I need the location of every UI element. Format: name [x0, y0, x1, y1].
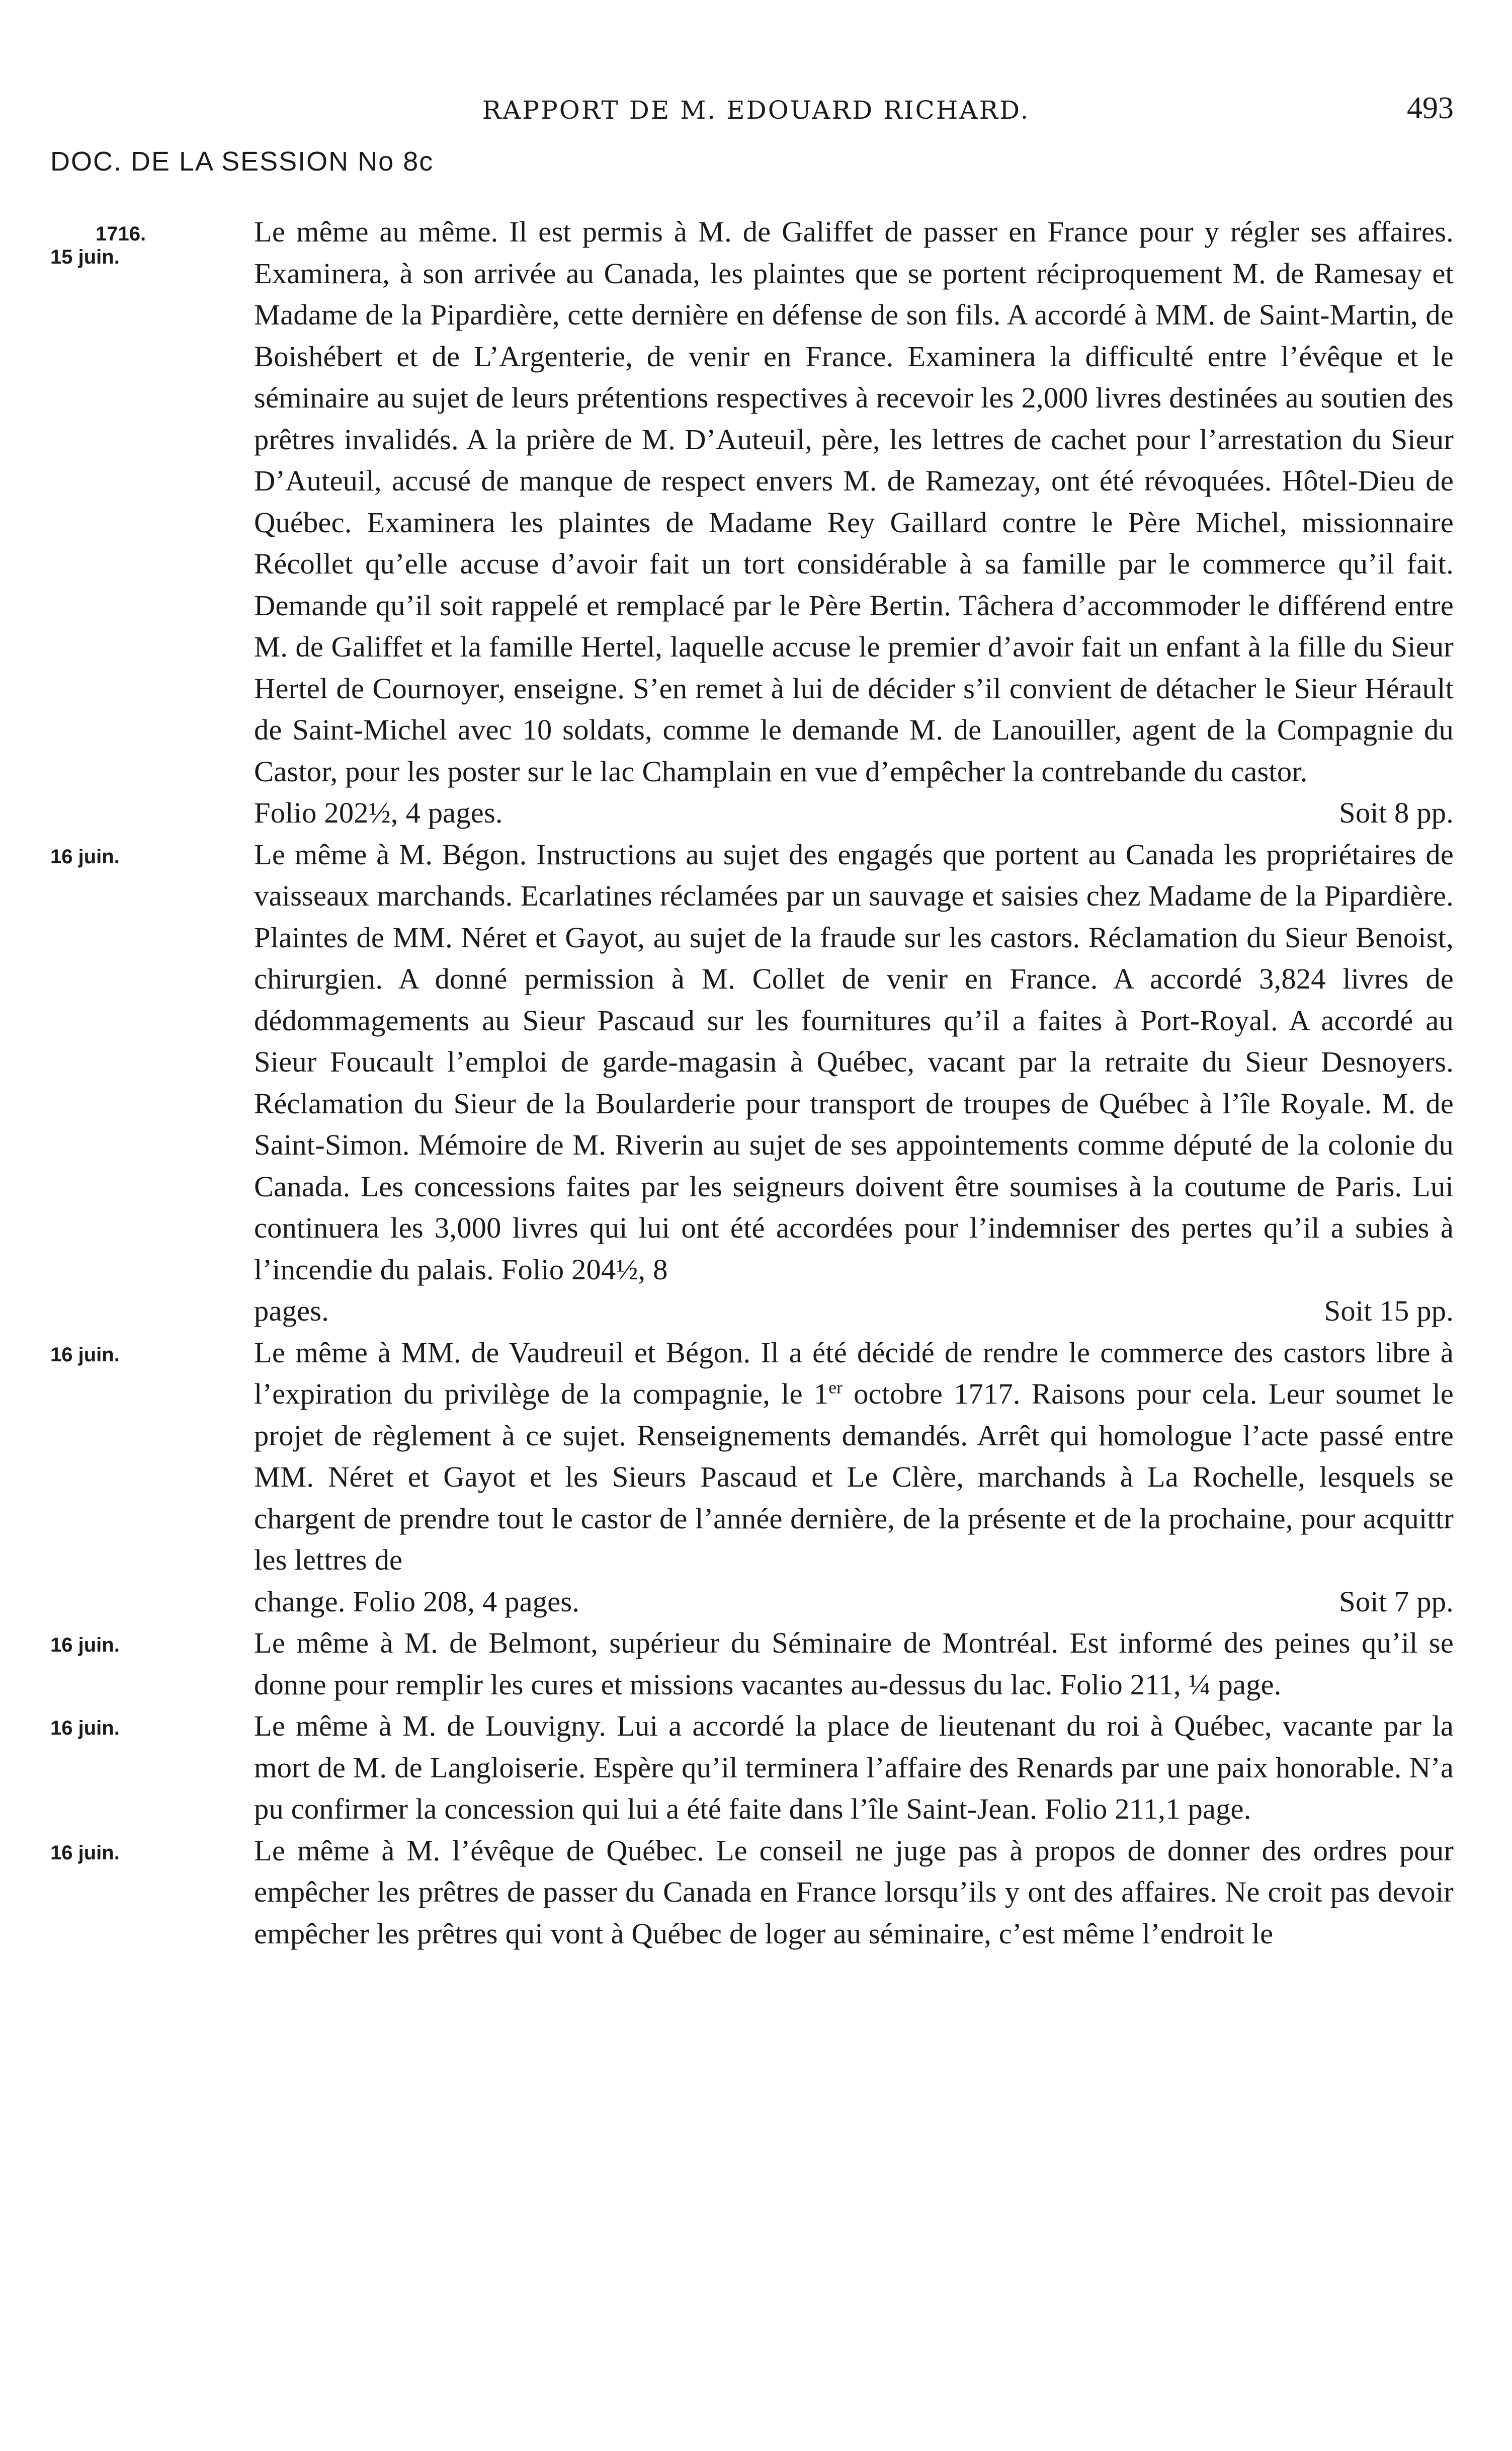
- session-label: DOC. DE LA SESSION No 8c: [50, 146, 434, 177]
- entry-text: [254, 1622, 1454, 1705]
- page-number: 493: [1407, 91, 1454, 125]
- entry-date: [50, 1717, 216, 1740]
- entry-text: [254, 1332, 1454, 1623]
- entry-body: Le même à M. Bégon. Instructions au sujet des engagés que portent au Canada les propriétaires de vaisseaux marchands. Ecarlatines réclamées par un sauvage et saisies chez Madame de la Pipardière. Plaintes de MM. Néret et Gayot, au sujet de la fraude sur les castors. Réclamation du Sieur Benoist, chirurgien. A donné permission à M. Collet de venir en France. A accordé 3,824 livres de dédommagements au Sieur Pascaud sur les fournitures qu’il a faites à Port-Royal. A accordé au Sieur Foucault l’emploi de garde-magasin à Québec, vacant par la retraite du Sieur Desnoyers. Réclamation du Sieur de la Boularderie pour transport de troupes de Québec à l’île Royale. M. de Saint-Simon. Mémoire de M. Riverin au sujet de ses appointements comme député de la colonie du Canada. Les concessions faites par les seigneurs doivent être soumises à la coutume de Paris. Lui continuera les 3,000 livres qui lui ont été accordées pour l’indemniser des pertes qu’il a subies à l’incendie du palais. Folio 204½, 8: [254, 838, 1454, 1286]
- page-header-title: RAPPORT DE M. EDOUARD RICHARD.: [482, 96, 1030, 125]
- entry-day: 16 juin.: [50, 1343, 120, 1366]
- entry-2: [0, 834, 1512, 1332]
- entry-4: [0, 1622, 1512, 1705]
- entry-body: Le même au même. Il est permis à M. de Galiffet de passer en France pour y régler ses affaires. Examinera, à son arrivée au Canada, les plaintes que se portent réciproquement M. de Ramesay et Madame de la Pipardière, cette dernière en défense de son fils. A accordé à MM. de Saint-Martin, de Boishébert et de L’Argenterie, de venir en France. Examinera la difficulté entre l’évêque et le séminaire au sujet de leurs prétentions respectives à recevoir les 2,000 livres destinées au soutien des prêtres invalidés. A la prière de M. D’Auteuil, père, les lettres de cachet pour l’arrestation du Sieur D’Auteuil, accusé de manque de respect envers M. de Ramezay, ont été révoquées. Hôtel-Dieu de Québec. Examinera les plaintes de Madame Rey Gaillard contre le Père Michel, missionnaire Récollet qu’elle accuse d’avoir fait un tort considérable à sa famille par le commerce qu’il fait. Demande qu’il soit rappelé et remplacé par le Père Bertin. Tâchera d’accommoder le différend entre M. de Galiffet et la famille Hertel, laquelle accuse le premier d’avoir fait un enfant à la fille du Sieur Hertel de Cournoyer, enseigne. S’en remet à lui de décider s’il convient de détacher le Sieur Hérault de Saint-Michel avec 10 soldats, comme le demande M. de Lanouiller, agent de la Compagnie du Castor, pour les poster sur le lac Champlain en vue d’empêcher la contrebande du castor.: [254, 215, 1454, 788]
- entry-page-count: Soit 15 pp.: [1324, 1294, 1454, 1327]
- entry-day: 16 juin.: [50, 845, 120, 868]
- entry-text: [254, 211, 1454, 834]
- entry-body: Le même à M. l’évêque de Québec. Le conseil ne juge pas à propos de donner des ordres pour empêcher les prêtres de passer du Canada en France lorsqu’ils y ont des affaires. Ne croit pas devoir empêcher les prêtres qui vont à Québec de loger au séminaire, c’est même l’endroit le: [254, 1834, 1454, 1950]
- entry-folio: pages.: [254, 1294, 329, 1327]
- entry-folio-line: [254, 1290, 1454, 1332]
- entry-year: 1716.: [96, 223, 146, 245]
- entry-date: [50, 222, 216, 269]
- entry-day: 16 juin.: [50, 1634, 120, 1656]
- entry-day: 15 juin.: [50, 246, 120, 268]
- entry-5: [0, 1705, 1512, 1830]
- entry-page-count: Soit 8 pp.: [1339, 796, 1454, 829]
- entry-date: [50, 1343, 216, 1366]
- entry-body: Le même à M. de Belmont, supérieur du Séminaire de Montréal. Est informé des peines qu’il se donne pour remplir les cures et missions vacantes au-dessus du lac. Folio 211, ¼ page.: [254, 1626, 1454, 1701]
- entry-1: [0, 211, 1512, 834]
- entry-folio-line: [254, 1581, 1454, 1623]
- entry-folio-line: [254, 792, 1454, 834]
- entry-body-start: Le même à MM. de Vaudreuil et Bégon. Il a été décidé de rendre le commerce des castors libre à l’expiration du privilège de la compagnie, le 1: [254, 1336, 1454, 1410]
- entry-text: [254, 1705, 1454, 1830]
- ordinal-superscript: er: [828, 1377, 843, 1398]
- entry-6: [0, 1830, 1512, 1955]
- entry-text: [254, 1830, 1454, 1955]
- entry-date: [50, 1841, 216, 1864]
- entry-text: [254, 834, 1454, 1332]
- letter-entries: [0, 211, 1512, 1954]
- entry-folio: Folio 202½, 4 pages.: [254, 796, 503, 829]
- entry-day: 16 juin.: [50, 1717, 120, 1739]
- entry-folio: change. Folio 208, 4 pages.: [254, 1585, 580, 1618]
- entry-3: [0, 1332, 1512, 1623]
- entry-date: [50, 845, 216, 868]
- entry-date: [50, 1633, 216, 1657]
- entry-body: Le même à M. de Louvigny. Lui a accordé la place de lieutenant du roi à Québec, vacante par la mort de M. de Langloiserie. Espère qu’il terminera l’affaire des Renards par une paix honorable. N’a pu confirmer la concession qui lui a été faite dans l’île Saint-Jean. Folio 211,1 page.: [254, 1709, 1454, 1825]
- entry-day: 16 juin.: [50, 1841, 120, 1864]
- entry-body: octobre 1717. Raisons pour cela. Leur soumet le projet de règlement à ce sujet. Renseignements demandés. Arrêt qui homologue l’acte passé entre MM. Néret et Gayot et les Sieurs Pascaud et Le Clère, marchands à La Rochelle, lesquels se chargent de prendre tout le castor de l’année dernière, de la présente et de la prochaine, pour acquittr les lettres de: [254, 1377, 1454, 1576]
- entry-page-count: Soit 7 pp.: [1339, 1585, 1454, 1618]
